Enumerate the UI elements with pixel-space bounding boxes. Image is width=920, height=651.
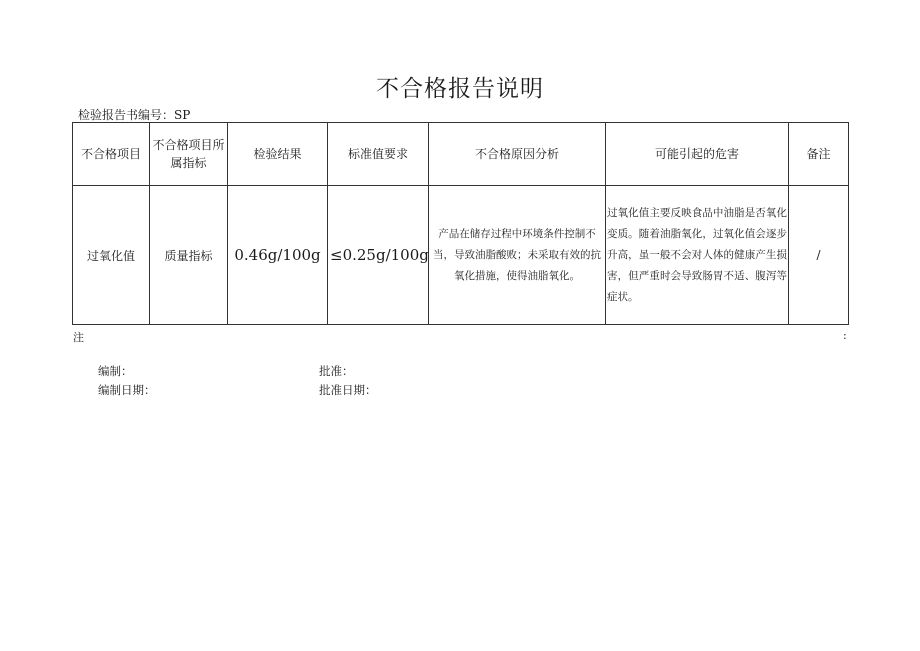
page-title: 不合格报告说明 (376, 76, 544, 102)
compiled-date-label: 编制日期： (98, 383, 156, 397)
header-result: 检验结果 (228, 123, 328, 186)
cell-hazard: 过氧化值主要反映食品中油脂是否氧化变质。随着油脂氧化，过氧化值会逐步升高，虽一般不会对人体的健康产生损害，但严重时会导致肠胃不适、腹泻等症状。 (606, 186, 789, 325)
cell-item: 过氧化值 (73, 186, 150, 325)
nonconformity-table (72, 122, 849, 325)
cell-result: 0.46g/100g (228, 186, 328, 325)
cell-standard: ≤0.25g/100g (328, 186, 429, 325)
header-item: 不合格项目 (73, 123, 150, 186)
approved-date-label: 批准日期： (319, 383, 377, 397)
header-remark: 备注 (789, 123, 849, 186)
header-standard: 标准值要求 (328, 123, 429, 186)
note-colon: : (843, 329, 847, 342)
cell-remark: / (789, 186, 849, 325)
cell-cause: 产品在储存过程中环境条件控制不当，导致油脂酸败；未采取有效的抗氧化措施，使得油脂氧化。 (429, 186, 606, 325)
table-header-row (73, 123, 849, 186)
compiled-by-label: 编制： (98, 364, 133, 378)
header-cause: 不合格原因分析 (429, 123, 606, 186)
header-hazard: 可能引起的危害 (606, 123, 789, 186)
report-number-label: 检验报告书编号：SP (78, 108, 191, 122)
cell-indicator: 质量指标 (150, 186, 228, 325)
table-row (73, 186, 849, 325)
approved-by-label: 批准： (319, 364, 354, 378)
note-label: 注 (73, 331, 84, 344)
header-indicator: 不合格项目所属指标 (150, 123, 228, 186)
